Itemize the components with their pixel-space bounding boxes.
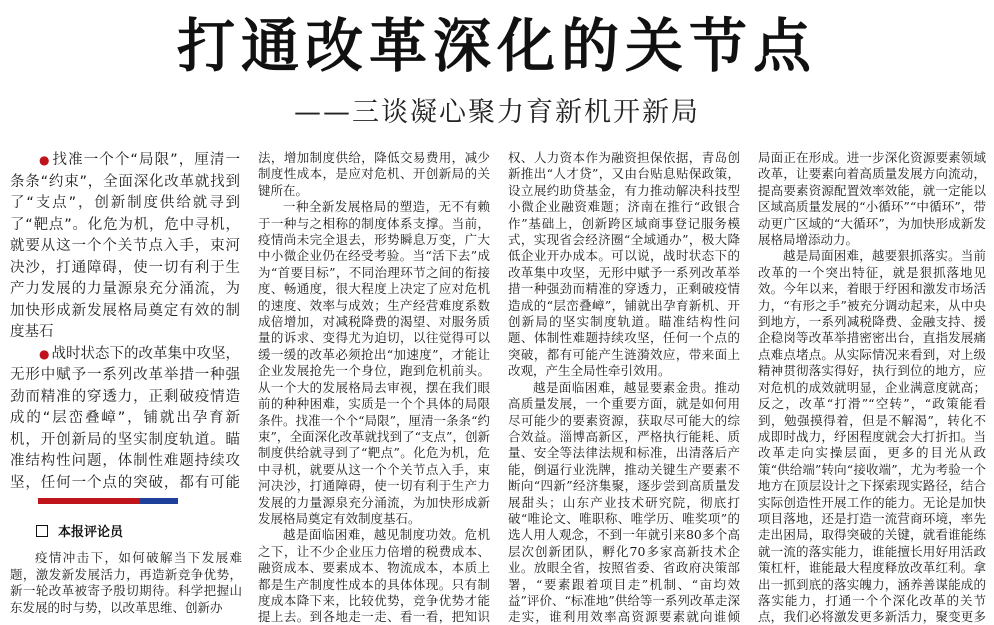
article-column-1: [10, 550, 242, 625]
headline: 打通改革深化的关节点: [176, 12, 817, 80]
article-paragraph: 疫情冲击下，如何破解当下发展难题，激发新发展活力，再造新竞争优势，新一轮改革被寄予殷切期待。科学把握山东发展的时与势，以改革思维、创新办: [10, 550, 242, 615]
byline: [36, 521, 123, 540]
subheadline: ——三谈凝心聚力育新机开新局: [294, 97, 700, 128]
article-paragraph: 权、人力资本作为融资担保依据，青岛创新推出“人才贷”，又由台贴息贴保政策，设立展约助贷基金，有力推动解决科技型小微企业融资难题；济南在推行“政银合作”基础上，创新跨区域商事登记服务模式，实现省会经济圈“全域通办”，极大降低企业开办成本。可以说，战时状态下的改革集中攻坚，无形中赋予一系列改革举措一种强劲而精准的穿透力，正剩破疫情造成的“层峦叠嶂”，铺就出孕育新机、开创新局的坚实制度轨道。瞄准结构性问题、体制性难题持续攻坚，任何一个点的突破，都有可能产生涟漪效应，带来面上改观，产生全局性牵引效用。: [508, 150, 740, 379]
article-column-3: [508, 150, 740, 625]
bullet-icon: ●: [39, 346, 50, 361]
article-column-4: [758, 150, 986, 625]
summary-paragraph: [10, 150, 240, 344]
article-paragraph: 局面正在形成。进一步深化资源要素领域改革，让要素向着高质量发展方向流动，提高要素资源配置效率效能，就一定能以区域高质量发展的“小循环”“中循环”，带动更广区域的“大循环”，为加快形成新发展格局增添动力。: [758, 150, 986, 248]
article-paragraph: 越是面临困难，越显要素金贵。推动高质量发展，一个重要方面，就是如何用尽可能少的要素资源，获取尽可能大的综合效益。淄博高新区，严格执行能耗、质量、安全等法律法规和标准，出清落后产能，倒逼行业洗牌，推动关键生产要素不断向“四新”经济集聚，逐步尝到高质量发展甜头；山东产业技术研究院，彻底打破“唯论文、唯职称、唯学历、唯奖项”的选人用人观念，不到一年就引来80多个高层次创新团队，孵化70多家高新技术企业。放眼全省，按照省委、省政府决策部署，“要素跟着项目走”机制、“亩均效益”评价、“标准地”供给等一系列改革走深走实，谁利用效率高资源要素就向谁倾: [508, 379, 740, 625]
article-paragraph: 一种全新发展格局的塑造，无不有赖于一种与之相称的制度体系支撑。当前，疫情尚未完全退去，形势瞬息万变，广大中小微企业仍在经受考验。当“活下去”成为“首要目标”，不同治理环节之间的衔接度、畅通度，很大程度上决定了应对危机的速度、效率与成效；生产经营难度系数成倍增加，对减税降费的渴望、对服务质量的诉求、变得尤为迫切，以往觉得可以缓一缓的改革必须抢出“加速度”，才能让企业发展抢先一个身位，跑到危机前头。从一个大的发展格局去审视，摆在我们眼前的种种困难，实质是一个个具体的局限条件。找准一个个“局限”，厘清一条条“约束”，全面深化改革就找到了“支点”，创新制度供给就寻到了“靶点”。化危为机，危中寻机，就要从这一个个关节点入手，束河决沙，打通障碍，使一切有利于生产力发展的力量源泉充分涌流，为加快形成新发展格局奠定有效制度基石。: [258, 199, 490, 526]
bullet-icon: ●: [39, 153, 51, 167]
divider-bar-accent: [140, 498, 178, 504]
article-paragraph: 越是面临困难，越见制度功效。危机之下，让不少企业压力倍增的税费成本、融资成本、要素成本、物流成本，本质上都是生产制度性成本的具体体现。只有制度成本降下来，比较优势，竞争优势才能提上去。到各地走一走、看一看，把知识: [258, 527, 490, 625]
square-icon: [36, 525, 48, 537]
article-paragraph: 越是局面困难，越要狠抓落实。当前改革的一个突出特征，就是狠抓落地见效。今年以来，着眼于纾困和激发市场活力，“有形之手”被充分调动起来，从中央到地方，一系列减税降费、金融支持、援企稳岗等改革举措密密出台，直指发展痛点难点堵点。从实际情况来看到，对上级精神贯彻落实得好，执行到位的地方，应对危机的成效就明显，企业满意度就高；反之，改革“打滑”“空转”，“政策能看到，勉强摸得着，但是不解渴”，转化不成即时战力，纾困程度就会大打折扣。当改革走向实操层面，更多的目光从政策“供给端”转向“接收端”，尤为考验一个地方在顶层设计之下探索现实路径，结合实际创造性开展工作的能力。无论是加快项目落地，还是打造一流营商环境，率先走出困局，取得突破的关键，就看谁能练就一流的落实能力，谁能擅长用好用活政策杠杆，谁能最大程度释放改革红利。拿出一抓到底的落实魄力，涵养善谋能成的落实能力，打通一个个深化改革的关节点，我们必将激发更多新活力，聚变更多: [758, 248, 986, 625]
summary-paragraph: [10, 344, 240, 491]
article-column-2: [258, 150, 490, 625]
byline-text: 本报评论员: [58, 525, 124, 540]
article-paragraph: 法，增加制度供给，降低交易费用，减少制度性成本，是应对危机、开创新局的关键所在。: [258, 150, 490, 198]
summary-box: [10, 150, 240, 490]
summary-text: 战时状态下的改革集中攻坚，无形中赋予一系列改革举措一种强劲而精准的穿透力，正剩破疫情造成的“层峦叠嶂”，铺就出孕育新机，开创新局的坚实制度轨道。瞄准结构性问题，体制性难题持续攻坚，任何一个点的突破，都有可能: [10, 345, 240, 490]
summary-text: 找准一个个“局限”，厘清一条条“约束”，全面深化改革就找到了“支点”，创新制度供给就寻到了“靶点”。化危为机，危中寻机，就要从这一个个关节点入手，束河决沙，打通障碍，使一切有利于生产力发展的力量源泉充分涌流，为加快形成新发展格局奠定有效的制度基石: [10, 152, 240, 340]
